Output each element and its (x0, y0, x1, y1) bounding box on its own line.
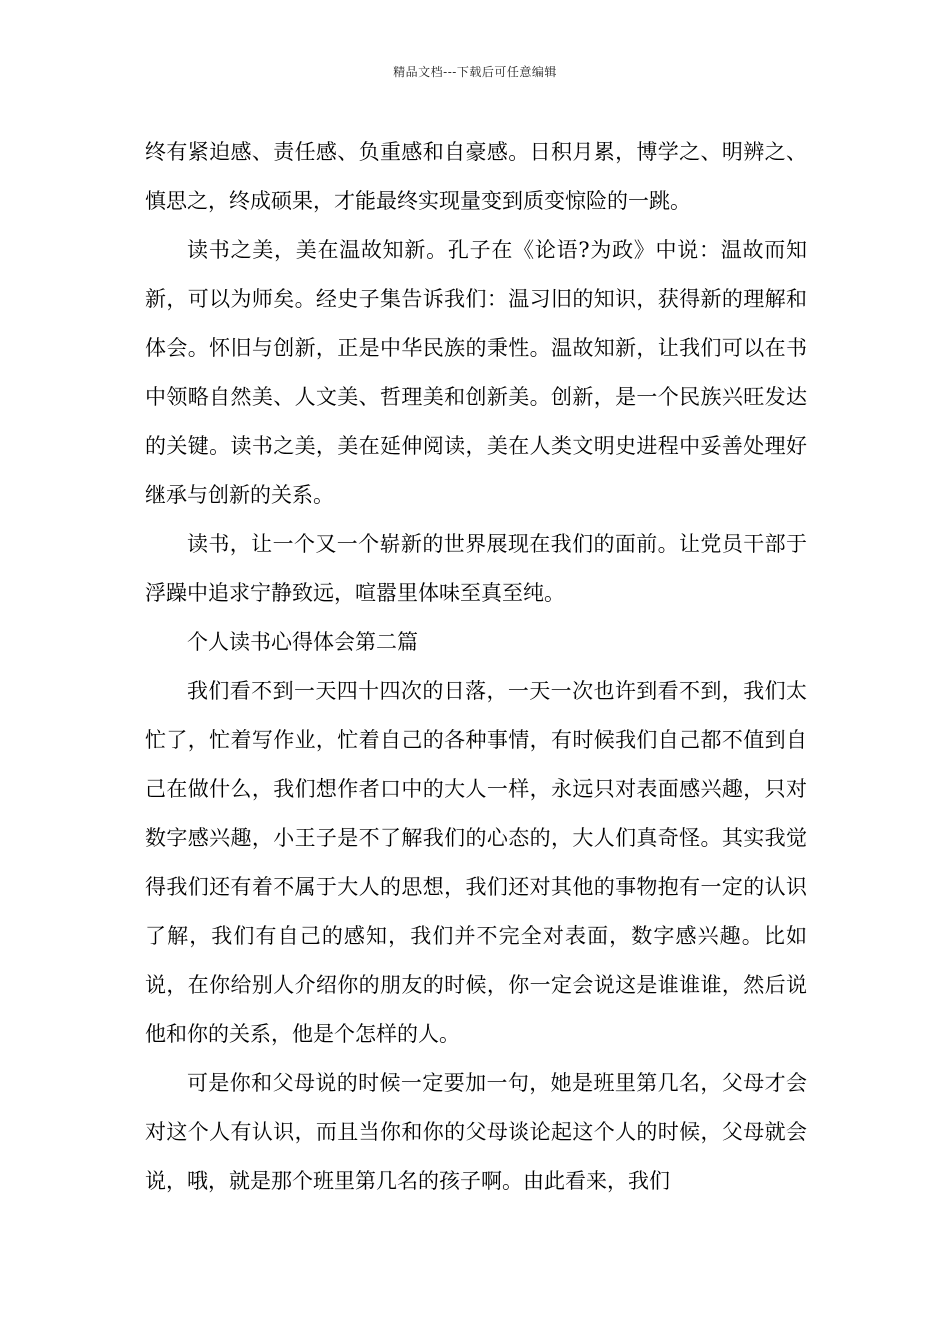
paragraph-1: 终有紧迫感、责任感、负重感和自豪感。日积月累，博学之、明辨之、慎思之，终成硕果，才能最终实现量变到质变惊险的一跳。 (145, 140, 807, 213)
section-heading: 个人读书心得体会第二篇 (187, 630, 418, 654)
paragraph-5: 可是你和父母说的时候一定要加一句，她是班里第几名，父母才会对这个人有认识，而且当你和你的父母谈论起这个人的时候，父母就会说，哦，就是那个班里第几名的孩子啊。由此看来，我们 (145, 1071, 807, 1193)
paragraph-4: 我们看不到一天四十四次的日落，一天一次也许到看不到，我们太忙了，忙着写作业，忙着自己的各种事情，有时候我们自己都不值到自己在做什么，我们想作者口中的大人一样，永远只对表面感兴趣，只对数字感兴趣，小王子是不了解我们的心态的，大人们真奇怪。其实我觉得我们还有着不属于大人的思想，我们还对其他的事物抱有一定的认识了解，我们有自己的感知，我们并不完全对表面，数字感兴趣。比如说，在你给别人介绍你的朋友的时候，你一定会说这是谁谁谁，然后说他和你的关系，他是个怎样的人。 (145, 679, 807, 1046)
paragraph-2: 读书之美，美在温故知新。孔子在《论语?为政》中说：温故而知新，可以为师矣。经史子集告诉我们：温习旧的知识，获得新的理解和体会。怀旧与创新，正是中华民族的秉性。温故知新，让我们可以在书中领略自然美、人文美、哲理美和创新美。创新，是一个民族兴旺发达的关键。读书之美，美在延伸阅读，美在人类文明史进程中妥善处理好继承与创新的关系。 (145, 238, 807, 507)
paragraph-3: 读书，让一个又一个崭新的世界展现在我们的面前。让党员干部于浮躁中追求宁静致远，喧嚣里体味至真至纯。 (145, 532, 807, 605)
page-header: 精品文档---下载后可任意编辑 (393, 65, 557, 79)
document-body (145, 128, 807, 1206)
